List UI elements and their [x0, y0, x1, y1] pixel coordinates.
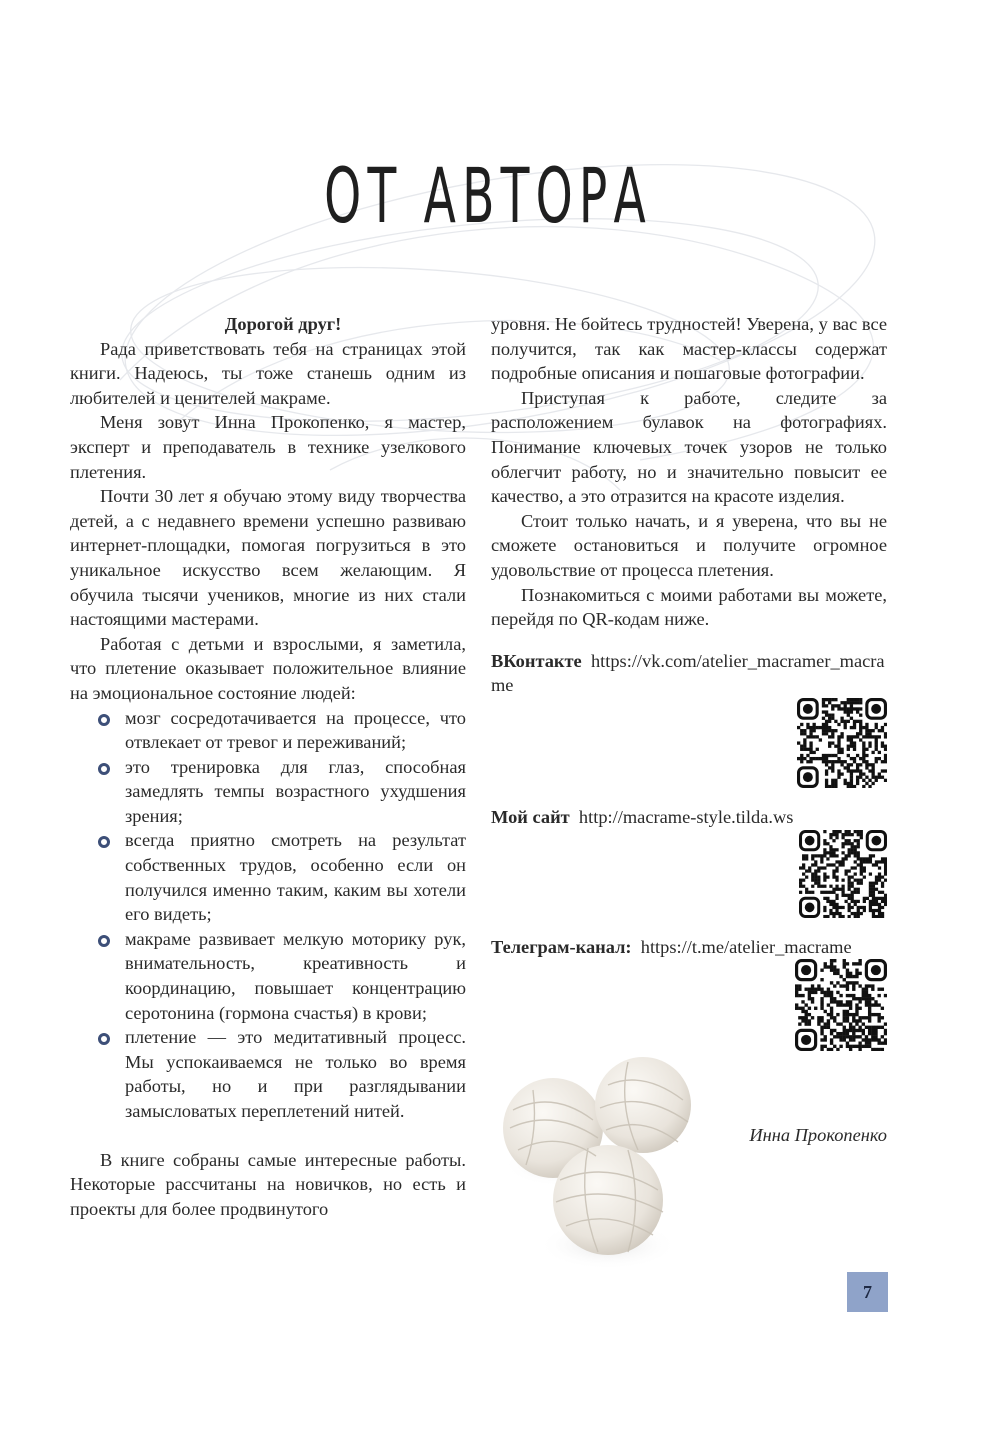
list-item: это тренировка для глаз, способная замедлять темпы возрастного ухудшения зрения; [125, 755, 466, 829]
vk-url[interactable]: https://vk.com/atelier_macramer_macrame [491, 650, 885, 696]
paragraph: Меня зовут Инна Прокопенко, я мастер, эксперт и преподаватель в технике узелкового плетения. [70, 412, 466, 482]
paragraph: уровня. Не бойтесь трудностей! Уверена, у вас все получится, так как мастер-классы содержат подробные описания и пошаговые фотографии. [491, 314, 887, 384]
bullet-icon [98, 714, 110, 726]
paragraph: Познакомиться с моими работами вы можете, перейдя по QR-кодам ниже. [491, 584, 887, 630]
bullet-icon [98, 763, 110, 775]
paragraph: Приступая к работе, следите за расположением булавок на фотографиях. Понимание ключевых точек узоров не только облегчит работу, но и значительно повысит ее качество, а это отразится на красоте изделия. [491, 387, 887, 507]
site-url[interactable]: http://macrame-style.tilda.ws [578, 806, 794, 827]
vk-label: ВКонтакте [491, 650, 582, 671]
bullet-icon [98, 836, 110, 848]
benefits-list [70, 706, 466, 1124]
bullet-icon [98, 1033, 110, 1045]
telegram-link-line [491, 935, 887, 960]
yarn-balls-image [478, 1030, 718, 1280]
vk-qr-code[interactable] [797, 698, 887, 788]
list-item: мозг сосредотачивается на процессе, что отвлекает от тревог и переживаний; [125, 706, 466, 755]
bullet-icon [98, 935, 110, 947]
telegram-qr-code[interactable] [795, 959, 887, 1051]
list-item: плетение — это медитативный процесс. Мы успокаиваемся не только во время работы, но и при разглядывании замысловатых переплетений нитей. [125, 1025, 466, 1123]
right-column [491, 312, 887, 1051]
site-qr-code[interactable] [799, 830, 887, 918]
paragraph: В книге собраны самые интересные работы. Некоторые рассчитаны на новичков, но есть и проекты для более продвинутого [70, 1149, 466, 1219]
left-column [70, 312, 466, 1221]
list-item: всегда приятно смотреть на результат собственных трудов, особенно если он получился именно таким, каким вы хотели его видеть; [125, 828, 466, 926]
greeting: Дорогой друг! [224, 314, 342, 334]
paragraph: Работая с детьми и взрослыми, я заметила, что плетение оказывает положительное влияние на эмоциональное состояние людей: [70, 633, 466, 703]
site-label: Мой сайт [491, 806, 570, 827]
telegram-url[interactable]: https://t.me/atelier_macrame [640, 936, 852, 957]
author-signature: Инна Прокопенко [749, 1125, 887, 1145]
list-item: макраме развивает мелкую моторику рук, внимательность, креативность и координацию, повышает концентрацию серотонина (гормона счастья) в крови; [125, 927, 466, 1025]
page-title: ОТ АВТОРА [324, 151, 652, 240]
page-number-badge: 7 [847, 1272, 888, 1312]
paragraph: Стоит только начать, и я уверена, что вы не сможете остановиться и получите огромное удовольствие от процесса плетения. [491, 510, 887, 580]
paragraph: Рада приветствовать тебя на страницах этой книги. Надеюсь, ты тоже станешь одним из любителей и ценителей макраме. [70, 338, 466, 408]
site-link-line [491, 805, 887, 830]
vk-link-line [491, 649, 887, 698]
telegram-label: Телеграм-канал: [491, 936, 632, 957]
paragraph: Почти 30 лет я обучаю этому виду творчества детей, а с недавнего времени успешно развиваю интернет-площадки, помогая погрузиться в это уникальное искусство всем желающим. Я обучила тысячи учеников, многие из них стали настоящими мастерами. [70, 486, 466, 630]
